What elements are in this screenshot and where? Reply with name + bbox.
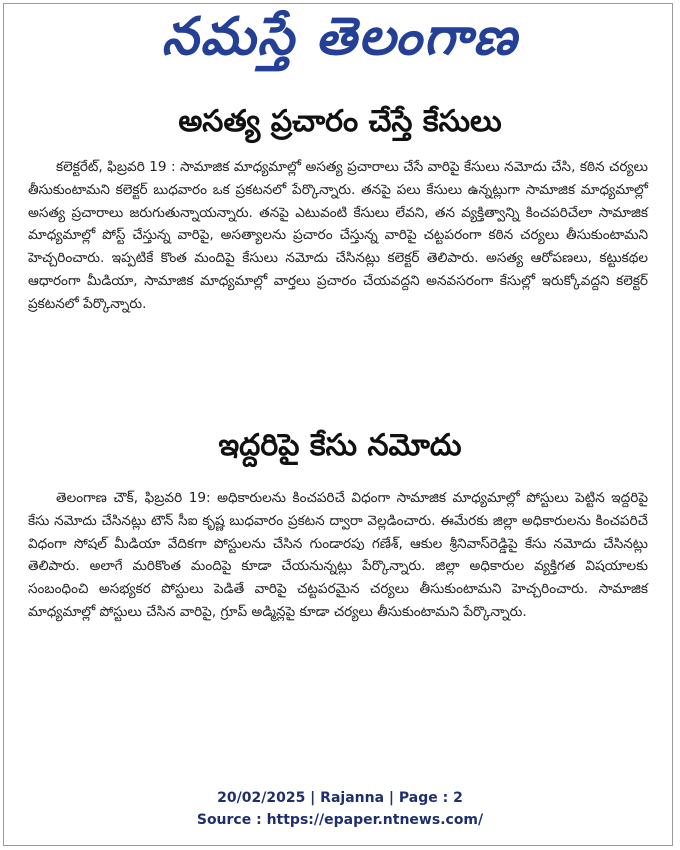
article-1-body: కలెక్టరేట్, ఫిబ్రవరి 19 : సామాజిక మాధ్యమాల్లో అసత్య ప్రచారాలు చేసే వారిపై కేసులు నమోదు చేసి, కఠిన చర్యలు తీసుకుంటామని కలెక్టర్ బుధవారం ఒక ప్రకటనలో పేర్కొన్నారు. తనపై పలు కేసులు ఉన్నట్లుగా సామాజిక మాధ్యమాల్లో అసత్య ప్రచారాలు జరుగుతున్నాయన్నారు. తనపై ఎటువంటి కేసులు లేవని, తన వ్యక్తిత్వాన్ని కించపరిచేలా సామాజిక మాధ్యమాల్లో పోస్ట్ చేస్తున్న వారిపై, అసత్యాలను ప్రచారం చేస్తున్న వారిపై చట్టపరంగా కఠిన చర్యలు తీసుకుంటామని హెచ్చరించారు. ఇప్పటికే కొంత మందిపై కేసులు నమోదు చేసినట్లు కలెక్టర్ తెలిపారు. అసత్య ఆరోపణలు, కట్టుకథల ఆధారంగా మీడియా, సామాజిక మాధ్యమాల్లో వార్తలు ప్రచారం చేయవద్దని అనవసరంగా కేసుల్లో ఇరుక్కోవద్దని కలెక్టర్ ప్రకటనలో పేర్కొన్నారు.	[28, 159, 648, 312]
masthead-title: నమస్తే తెలంగాణ	[161, 6, 519, 67]
article-2-body: తెలంగాణ చౌక్, ఫిబ్రవరి 19: అధికారులను కించపరిచే విధంగా సామాజిక మాధ్యమాల్లో పోస్టులు పెట్టిన ఇద్దరిపై కేసు నమోదు చేసినట్లు టౌన్ సీఐ కృష్ణ బుధవారం ప్రకటన ద్వారా వెల్లడించారు. ఈమేరకు జిల్లా అధికారులను కించపరిచే విధంగా సోషల్ మీడియా వేదికగా పోస్టులను చేసిన గుండారపు గణేశ్, ఆకుల శ్రీనివాస్‌రెడ్డిపై కేసు నమోదు చేసినట్లు తెలిపారు. అలాగే మరికొంత మందిపై కూడా చేయనున్నట్లు పేర్కొన్నారు. జిల్లా అధికారుల వ్యక్తిగత విషయాలకు సంబంధించి అసభ్యకర పోస్టులు పెడితే వారిపై చట్టపరమైన చర్యలు తీసుకుంటామని హెచ్చరించారు. సామాజిక మాధ్యమాల్లో పోస్టులు చేసిన వారిపై, గ్రూప్ అడ్మిన్లపై కూడా చర్యలు తీసుకుంటామని పేర్కొన్నారు.	[28, 490, 648, 620]
article-2-headline: ఇద్దరిపై కేసు నమోదు	[218, 428, 462, 463]
footer-meta: 20/02/2025 | Rajanna | Page : 2	[217, 790, 463, 806]
article-1-headline: అసత్య ప్రచారం చేస్తే కేసులు	[178, 104, 502, 139]
masthead	[0, 8, 680, 78]
footer-source-link[interactable]: Source : https://epaper.ntnews.com/	[196, 812, 484, 828]
